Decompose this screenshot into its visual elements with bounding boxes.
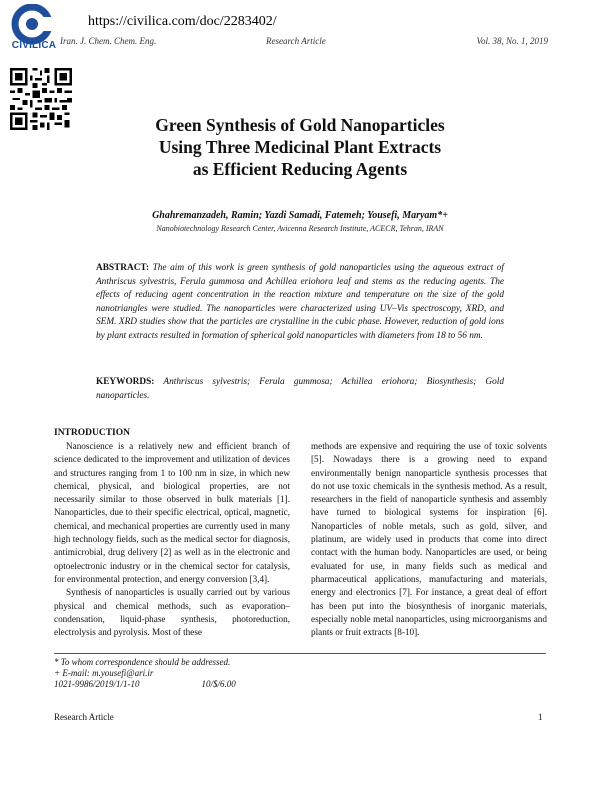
title-line: as Efficient Reducing Agents	[192, 159, 408, 179]
abstract	[96, 262, 504, 344]
body-column-left	[54, 440, 290, 639]
paragraph: Nanoscience is a relatively new and efficient branch of science dedicated to the improvement and utilization of devices and structures ranging from 1 to 100 nm in size, in which new chemical, physical, and biological properties, are not necessarily similar to those observed in bulk materials [1]. Nanoparticles, due to their specific electrical, optical, magnetic, chemical, and mechanical properties are currently used in many high technology fields, such as the medical sector for diagnosis, antimicrobial, drug delivery [2] as well as in the electronic and optoelectronic industry or in the chemical sector for catalysis, for environmental protection, and energy conversion [3,4].	[54, 441, 290, 584]
keywords-label: KEYWORDS:	[96, 377, 155, 387]
affiliation: Nanobiotechnology Research Center, Avicenna Research Institute, ACECR, Tehran, IRAN	[156, 224, 444, 233]
keywords	[96, 376, 504, 403]
paper-title	[0, 114, 600, 180]
footnote-email[interactable]: + E-mail: m.yousefi@ari.ir	[54, 668, 154, 678]
issn-number: 1021-9986/2019/1/1-10	[54, 679, 140, 689]
section-heading-introduction: INTRODUCTION	[54, 428, 131, 438]
keywords-text: Anthriscus sylvestris; Ferula gummosa; Achillea eriohora; Biosynthesis; Gold nanoparticles.	[96, 377, 505, 401]
title-line: Using Three Medicinal Plant Extracts	[158, 137, 442, 157]
paragraph: methods are expensive and requiring the use of toxic solvents [5]. Nowadays there is a growing need to expand environmentally benign nanoparticle synthesis processes that do not use toxic chemicals in the synthesis method. As a result, researchers in the field of nanoparticle synthesis and assembly have turned to biological systems for inspiration [6]. Nanoparticles of noble metals, such as gold, silver, and platinum, are widely used in products that come into direct contact with the human body. Nanoparticles are used, or being evaluated for use, in many fields such as medical and pharmaceutical applications, manufacturing and materials, energy and electronics [7]. For instance, a great deal of effort has been put into the biosynthesis of inorganic materials, especially noble metal nanoparticles, using microorganisms and plants or fruit extracts [8-10].	[311, 441, 547, 638]
article-type: Research Article	[266, 36, 326, 46]
logo-text: CIVILICA	[11, 40, 57, 51]
paragraph: Synthesis of nanoparticles is usually carried out by various physical and chemical methods, such as evaporation–condensation, liquid-phase synthesis, photoreduction, electrolysis and pyrolysis. Most of these	[54, 587, 290, 638]
journal-name: Iran. J. Chem. Chem. Eng.	[60, 36, 157, 46]
footnote-issn	[54, 679, 236, 689]
issn-price: 10/$/6.00	[201, 679, 236, 689]
footnote-divider	[54, 653, 546, 654]
document-url[interactable]: https://civilica.com/doc/2283402/	[88, 14, 277, 29]
abstract-label: ABSTRACT:	[96, 263, 150, 273]
volume-info: Vol. 38, No. 1, 2019	[476, 36, 548, 46]
page-number: 1	[538, 712, 543, 722]
title-line: Green Synthesis of Gold Nanoparticles	[155, 115, 445, 135]
authors: Ghahremanzadeh, Ramin; Yazdi Samadi, Fatemeh; Yousefi, Maryam*+	[152, 210, 448, 221]
footer-article-type: Research Article	[54, 712, 114, 722]
footnote-correspondence: * To whom correspondence should be addressed.	[54, 657, 231, 667]
body-column-right	[311, 440, 547, 639]
abstract-text: The aim of this work is green synthesis of gold nanoparticles using the aqueous extract of Anthriscus sylvestris, Ferula gummosa and Achillea eriohora leaf and stems as the reducing agents. The effects of reducing agent concentration in the reaction mixture and temperature on the size of the gold nanotriangles were studied. The nanoparticles were characterized using UV–Vis spectroscopy, XRD, and SEM. XRD studies show that the particles are crystalline in the cubic phase. However, reduction of gold ions by plant extracts resulted in formation of spherical gold nanoparticles with diameters from 18 to 56 nm.	[96, 263, 505, 341]
